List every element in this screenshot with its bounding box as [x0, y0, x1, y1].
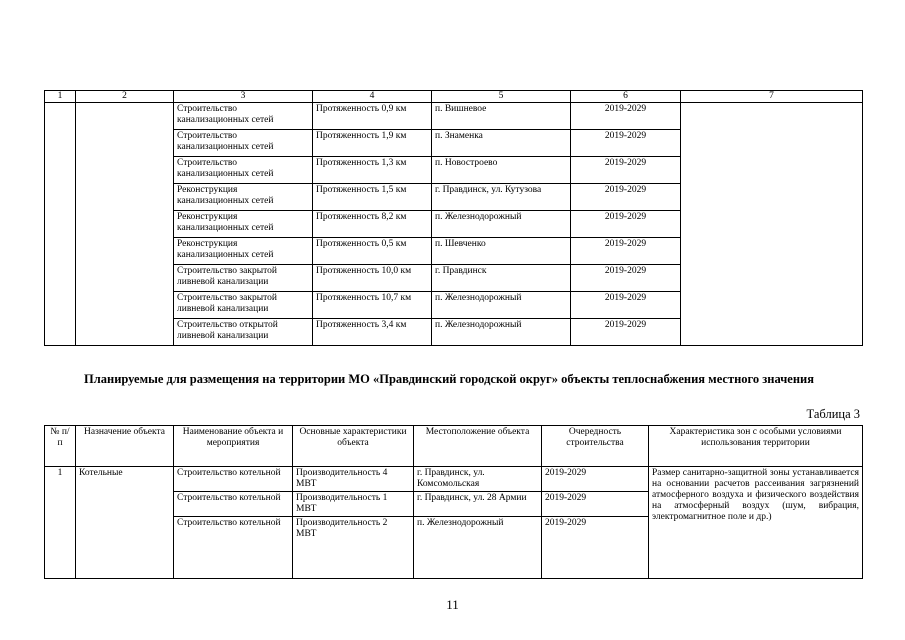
- location-cell: п. Шевченко: [432, 238, 571, 265]
- header-period: Очередность строительства: [542, 426, 649, 467]
- table-label: Таблица 3: [806, 407, 860, 421]
- measure-cell: Реконструкция канализационных сетей: [174, 211, 313, 238]
- measure-cell: Реконструкция канализационных сетей: [174, 238, 313, 265]
- period-cell: 2019-2029: [571, 184, 681, 211]
- header-name: Наименование объекта и мероприятия: [174, 426, 293, 467]
- facilities-table-continued: [44, 90, 863, 346]
- period-cell: 2019-2029: [571, 130, 681, 157]
- characteristic-cell: Протяженность 1,3 км: [313, 157, 432, 184]
- period-cell: 2019-2029: [542, 517, 649, 579]
- column-number: 4: [313, 91, 432, 103]
- characteristic-cell: Протяженность 0,5 км: [313, 238, 432, 265]
- measure-cell: Строительство котельной: [174, 467, 293, 492]
- characteristic-cell: Протяженность 10,7 км: [313, 292, 432, 319]
- measure-cell: Реконструкция канализационных сетей: [174, 184, 313, 211]
- location-cell: п. Железнодорожный: [432, 319, 571, 346]
- location-cell: п. Знаменка: [432, 130, 571, 157]
- column-number: 1: [45, 91, 76, 103]
- heat-supply-table: [44, 425, 863, 579]
- characteristic-cell: Протяженность 8,2 км: [313, 211, 432, 238]
- purpose-cell: Котельные: [76, 467, 174, 579]
- characteristic-cell: Протяженность 10,0 км: [313, 265, 432, 292]
- column-number: 5: [432, 91, 571, 103]
- period-cell: 2019-2029: [542, 467, 649, 492]
- column-number: 7: [681, 91, 863, 103]
- table-header-row: [45, 426, 863, 467]
- location-cell: г. Правдинск: [432, 265, 571, 292]
- section-title: Планируемые для размещения на территории МО «Правдинский городской округ» объекты теплоснабжения местного значения: [84, 372, 815, 386]
- column-number: 3: [174, 91, 313, 103]
- period-cell: 2019-2029: [571, 157, 681, 184]
- location-cell: п. Железнодорожный: [414, 517, 542, 579]
- measure-cell: Строительство закрытой ливневой канализации: [174, 292, 313, 319]
- zone-cell: Размер санитарно-защитной зоны устанавливается на основании расчетов рассеивания загрязнений атмосферного воздуха и физического воздействия на атмосферный воздух (шум, вибрация, электромагнитное поле и др.): [649, 467, 863, 579]
- period-cell: 2019-2029: [571, 211, 681, 238]
- location-cell: г. Правдинск, ул. Комсомольская: [414, 467, 542, 492]
- header-location: Местоположение объекта: [414, 426, 542, 467]
- characteristic-cell: Производительность 1 МВТ: [293, 492, 414, 517]
- characteristic-cell: Производительность 4 МВТ: [293, 467, 414, 492]
- header-number: № п/п: [45, 426, 76, 467]
- page-number: 11: [446, 597, 459, 612]
- period-cell: 2019-2029: [571, 238, 681, 265]
- location-cell: п. Железнодорожный: [432, 211, 571, 238]
- empty-cell: [681, 103, 863, 346]
- measure-cell: Строительство канализационных сетей: [174, 130, 313, 157]
- location-cell: г. Правдинск, ул. Кутузова: [432, 184, 571, 211]
- location-cell: п. Вишневое: [432, 103, 571, 130]
- characteristic-cell: Производительность 2 МВТ: [293, 517, 414, 579]
- table-row: [45, 467, 863, 492]
- measure-cell: Строительство котельной: [174, 492, 293, 517]
- period-cell: 2019-2029: [571, 103, 681, 130]
- location-cell: г. Правдинск, ул. 28 Армии: [414, 492, 542, 517]
- row-number: 1: [45, 467, 76, 579]
- measure-cell: Строительство закрытой ливневой канализации: [174, 265, 313, 292]
- location-cell: п. Новостроево: [432, 157, 571, 184]
- empty-cell: [45, 103, 76, 346]
- empty-cell: [76, 103, 174, 346]
- period-cell: 2019-2029: [542, 492, 649, 517]
- characteristic-cell: Протяженность 3,4 км: [313, 319, 432, 346]
- header-zones: Характеристика зон с особыми условиями использования территории: [649, 426, 863, 467]
- measure-cell: Строительство канализационных сетей: [174, 157, 313, 184]
- measure-cell: Строительство открытой ливневой канализации: [174, 319, 313, 346]
- table-row: [45, 103, 863, 130]
- column-number-row: [45, 91, 863, 103]
- column-number: 2: [76, 91, 174, 103]
- characteristic-cell: Протяженность 1,9 км: [313, 130, 432, 157]
- period-cell: 2019-2029: [571, 292, 681, 319]
- header-characteristics: Основные характеристики объекта: [293, 426, 414, 467]
- characteristic-cell: Протяженность 0,9 км: [313, 103, 432, 130]
- measure-cell: Строительство канализационных сетей: [174, 103, 313, 130]
- column-number: 6: [571, 91, 681, 103]
- header-purpose: Назначение объекта: [76, 426, 174, 467]
- location-cell: п. Железнодорожный: [432, 292, 571, 319]
- period-cell: 2019-2029: [571, 319, 681, 346]
- measure-cell: Строительство котельной: [174, 517, 293, 579]
- period-cell: 2019-2029: [571, 265, 681, 292]
- characteristic-cell: Протяженность 1,5 км: [313, 184, 432, 211]
